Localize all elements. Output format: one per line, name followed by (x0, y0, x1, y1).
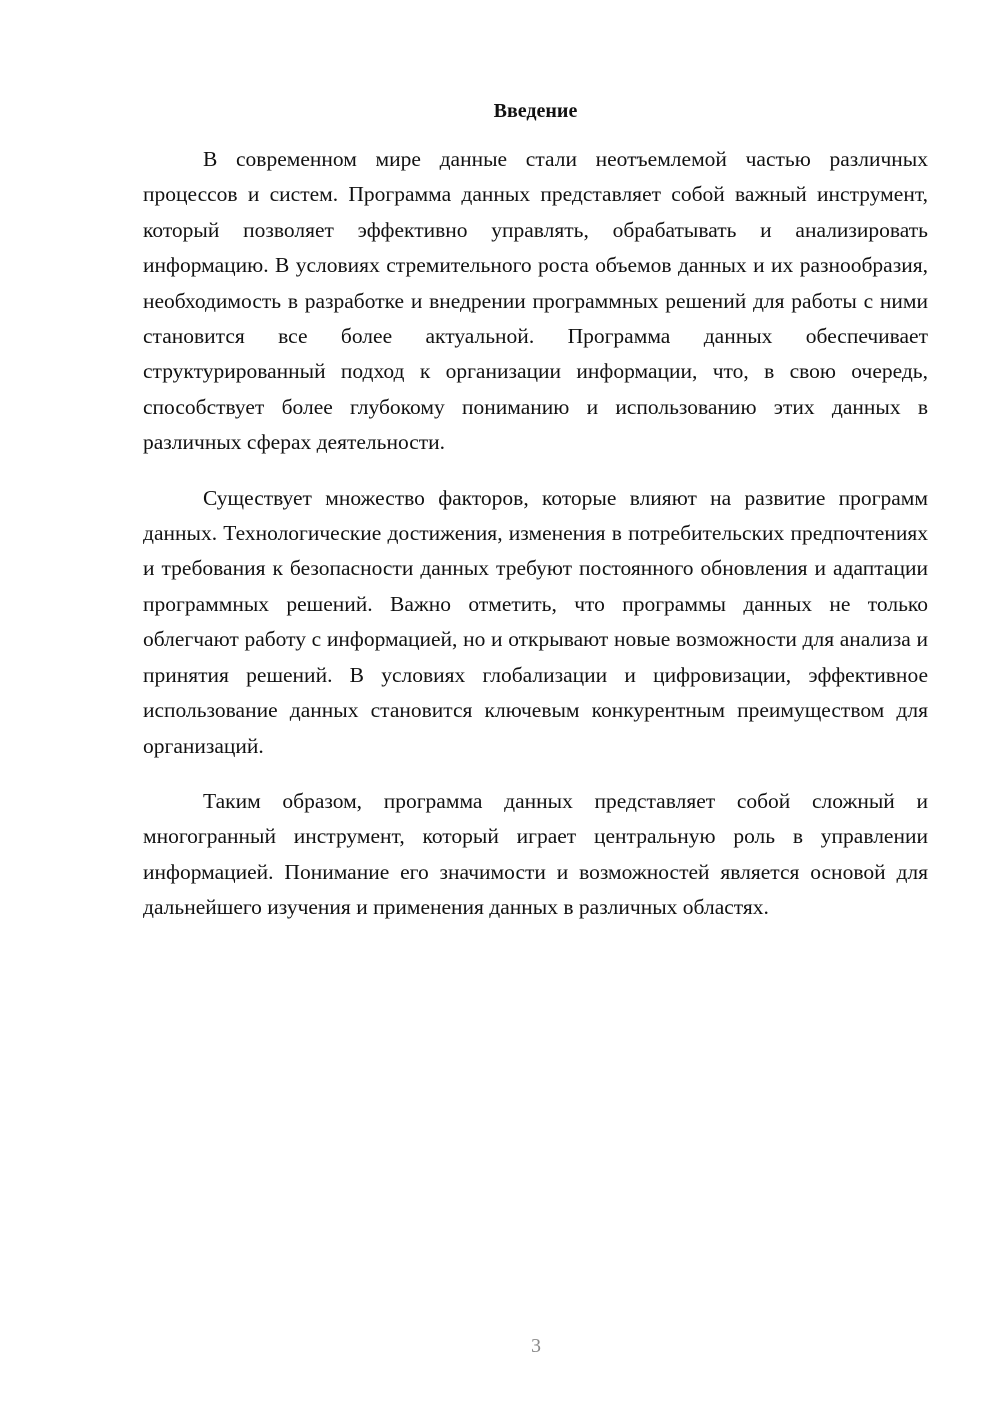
paragraph-3: Таким образом, программа данных представляет собой сложный и многогранный инструмент, который играет центральную роль в управлении информацией. Понимание его значимости и возможностей является основой для дальнейшего изучения и применения данных в различных областях. (143, 788, 928, 920)
body-text (143, 142, 928, 926)
section-heading: Введение (493, 100, 578, 122)
paragraph-1: В современном мире данные стали неотъемлемой частью различных процессов и систем. Программа данных представляет собой важный инструмент, который позволяет эффективно управлять, обрабатывать и анализировать информацию. В условиях стремительного роста объемов данных и их разнообразия, необходимость в разработке и внедрении программных решений для работы с ними становится все более актуальной. Программа данных обеспечивает структурированный подход к организации информации, что, в свою очередь, способствует более глубокому пониманию и использованию этих данных в различных сферах деятельности. (143, 147, 928, 455)
paragraph-2: Существует множество факторов, которые влияют на развитие программ данных. Технологические достижения, изменения в потребительских предпочтениях и требования к безопасности данных требуют постоянного обновления и адаптации программных решений. Важно отметить, что программы данных не только облегчают работу с информацией, но и открывают новые возможности для анализа и принятия решений. В условиях глобализации и цифровизации, эффективное использование данных становится ключевым конкурентным преимуществом для организаций. (143, 485, 928, 758)
page-number: 3 (531, 1335, 541, 1357)
